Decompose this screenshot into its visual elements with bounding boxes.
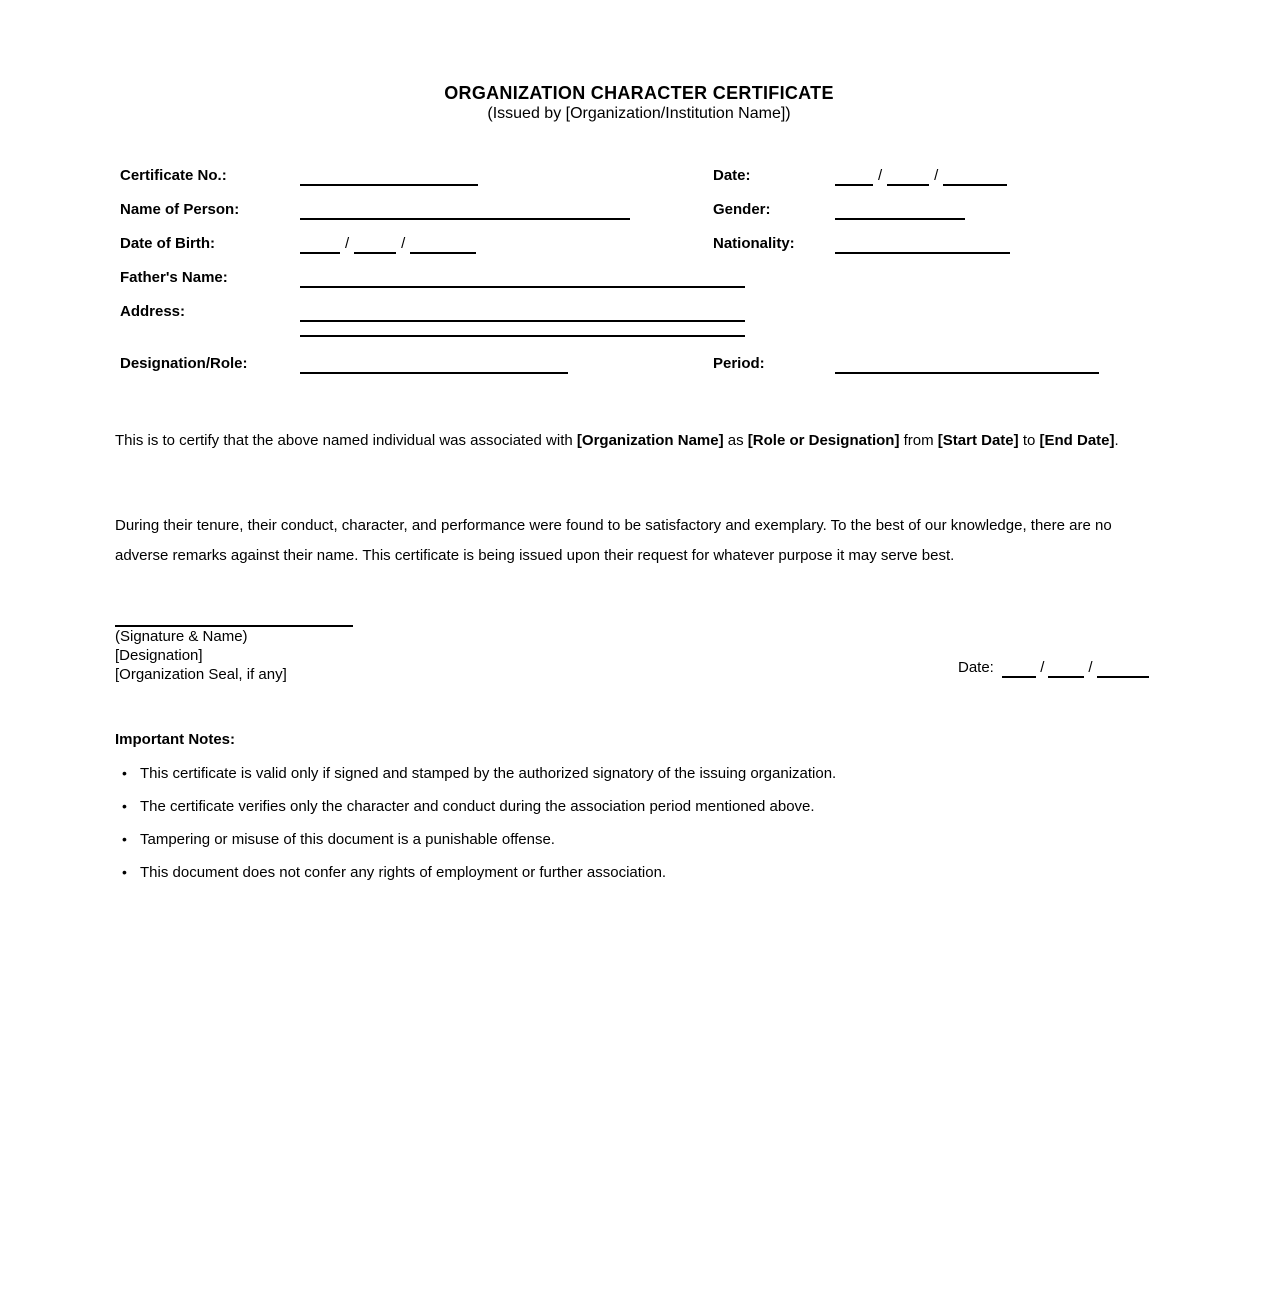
- period-blank-line: [835, 354, 1099, 374]
- form-row-address-2: [0, 317, 1278, 337]
- note-item: • Tampering or misuse of this document is a punishable offense.: [115, 830, 1160, 849]
- certify-paragraph: This is to certify that the above named individual was associated with [Organization Name] as [Role or Designation] from [Start Date] to [End Date].: [115, 432, 1119, 449]
- notes-heading: Important Notes:: [115, 731, 235, 748]
- note-item: • The certificate verifies only the character and conduct during the association period mentioned above.: [115, 797, 1160, 816]
- signature-date-label: Date:: [958, 659, 994, 676]
- date-year-blank: [943, 168, 1007, 186]
- date-separator: /: [1040, 659, 1045, 676]
- date-separator: /: [345, 235, 350, 252]
- signature-name-caption: (Signature & Name): [115, 628, 248, 645]
- dob-year-blank: [410, 236, 476, 254]
- certificate-no-label: Certificate No.:: [120, 167, 227, 184]
- signature-designation-caption: [Designation]: [115, 647, 203, 664]
- dob-month-blank: [354, 236, 396, 254]
- form-row-dob: [0, 234, 1278, 254]
- date-separator: /: [401, 235, 406, 252]
- document-subtitle: (Issued by [Organization/Institution Name]): [487, 105, 791, 122]
- notes-list: [115, 764, 1160, 896]
- note-item: • This certificate is valid only if signed and stamped by the authorized signatory of the issuing organization.: [115, 764, 1160, 783]
- form-row-designation: [0, 354, 1278, 374]
- name-label: Name of Person:: [120, 201, 240, 218]
- tenure-paragraph: During their tenure, their conduct, character, and performance were found to be satisfactory and exemplary. To the best of our knowledge, there are no adverse remarks against their name. This certificate is being issued upon their request for whatever purpose it may serve best.: [115, 517, 1112, 564]
- designation-blank-line: [300, 354, 568, 374]
- form-row-certificate-no: [0, 166, 1278, 186]
- dob-blank-line: [300, 234, 476, 254]
- gender-blank-line: [835, 200, 965, 220]
- name-blank-line: [300, 200, 630, 220]
- nationality-label: Nationality:: [713, 235, 795, 252]
- form-row-name: [0, 200, 1278, 220]
- note-item: • This document does not confer any rights of employment or further association.: [115, 863, 1160, 882]
- designation-label: Designation/Role:: [120, 355, 248, 372]
- date-month-blank: [887, 168, 929, 186]
- nationality-blank-line: [835, 234, 1010, 254]
- signature-date-month-blank: [1048, 660, 1084, 678]
- document-title: ORGANIZATION CHARACTER CERTIFICATE: [444, 83, 834, 103]
- form-row-father-name: [0, 268, 1278, 288]
- date-separator: /: [934, 167, 939, 184]
- address-blank-line-2: [300, 317, 745, 337]
- signature-block: [115, 627, 287, 684]
- date-day-blank: [835, 168, 873, 186]
- certificate-no-blank-line: [300, 166, 478, 186]
- date-separator: /: [878, 167, 883, 184]
- father-name-blank-line: [300, 268, 745, 288]
- period-label: Period:: [713, 355, 765, 372]
- date-separator: /: [1088, 659, 1093, 676]
- date-blank-line: [835, 166, 1007, 186]
- address-label: Address:: [120, 303, 186, 320]
- gender-label: Gender:: [713, 201, 771, 218]
- signature-seal-caption: [Organization Seal, if any]: [115, 666, 287, 683]
- signature-date-day-blank: [1002, 660, 1036, 678]
- date-label: Date:: [713, 167, 751, 184]
- signature-blank-line: [115, 605, 353, 627]
- dob-label: Date of Birth:: [120, 235, 215, 252]
- dob-day-blank: [300, 236, 340, 254]
- signature-date-year-blank: [1097, 660, 1149, 678]
- signature-date: [958, 658, 1149, 678]
- father-name-label: Father's Name:: [120, 269, 228, 286]
